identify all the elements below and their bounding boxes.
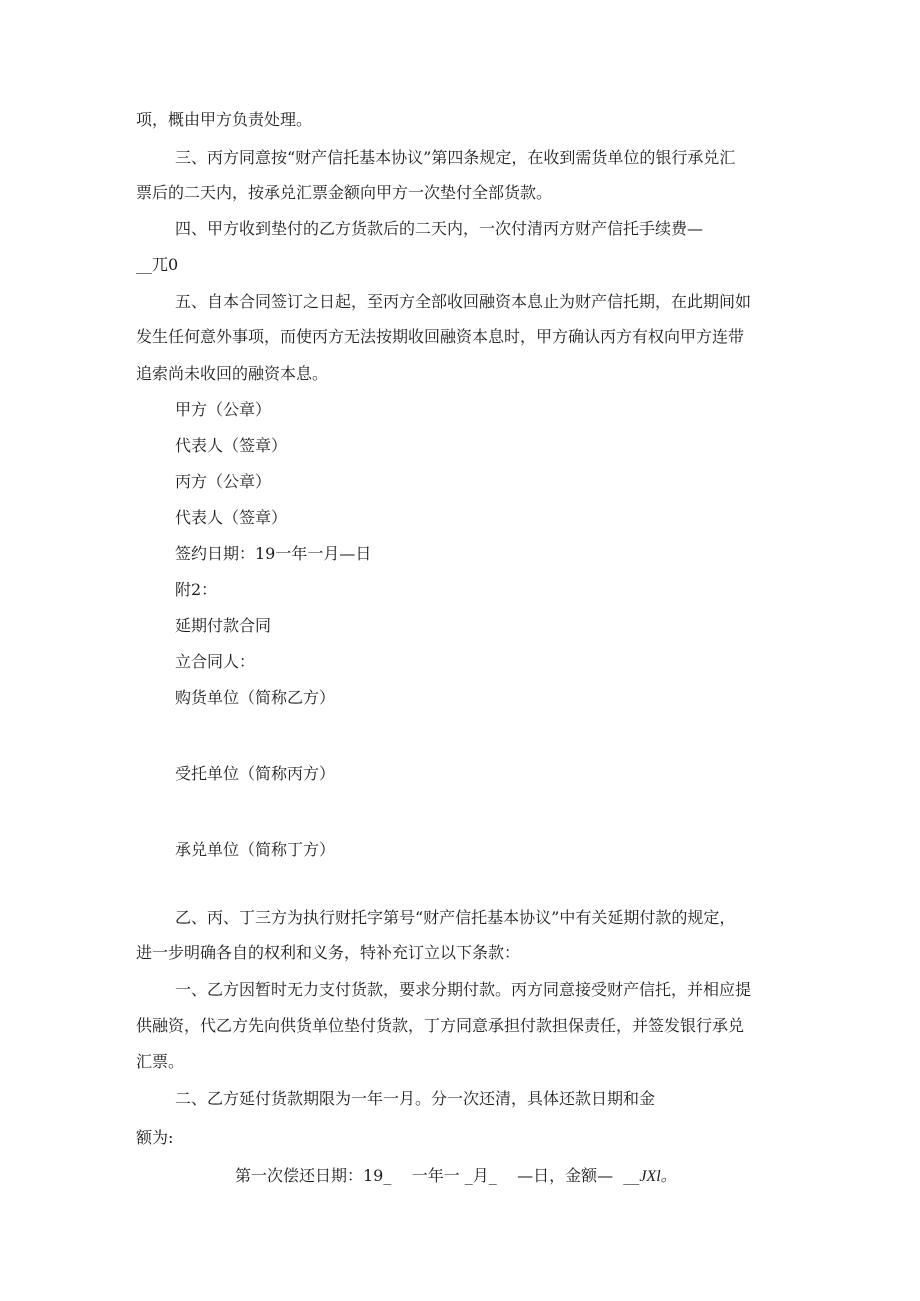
clause-one: 一、乙方因暂时无力支付货款，要求分期付款。丙方同意接受财产信托，并相应提 xyxy=(175,980,752,999)
party-c-representative: 代表人（签章） xyxy=(175,508,288,527)
paragraph-line: 供融资，代乙方先向供货单位垫付货款，丁方同意承担付款担保责任，并签发银行承兑 xyxy=(136,1016,745,1035)
appendix-heading: 附2： xyxy=(175,580,218,599)
paragraph-line: 追索尚未收回的融资本息。 xyxy=(136,364,329,383)
paragraph-line: 票后的二天内，按承兑汇票金额向甲方一次垫付全部货款。 xyxy=(136,183,553,202)
payment-schedule-line xyxy=(235,1166,677,1187)
paragraph-line: 汇票。 xyxy=(136,1052,185,1071)
paragraph-line: 发生任何意外事项，而使丙方无法按期收回融资本息时，甲方确认丙方有权向甲方连带 xyxy=(136,327,745,346)
clause-two: 二、乙方延付货款期限为一年一月。分一次还清，具体还款日期和金 xyxy=(175,1089,656,1108)
preamble: 乙、丙、丁三方为执行财托字第号“财产信托基本协议”中有关延期付款的规定， xyxy=(175,908,736,927)
paragraph-line: 进一步明确各自的权利和义务，特补充订立以下条款： xyxy=(136,943,521,962)
payment-schedule-text: 第一次偿还日期：19_ 一年一 _月_ —日，金额— __ xyxy=(235,1166,640,1185)
buyer-unit-line: 购货单位（简称乙方） xyxy=(175,688,336,707)
trustee-unit-line: 受托单位（简称丙方） xyxy=(175,764,336,783)
paragraph-line: __兀0 xyxy=(136,255,179,274)
party-c-seal: 丙方（公章） xyxy=(175,472,272,491)
signing-date: 签约日期：19一年一月—日 xyxy=(175,544,372,563)
party-a-seal: 甲方（公章） xyxy=(175,400,272,419)
clause-five: 五、自本合同签订之日起，至丙方全部收回融资本息止为财产信托期，在此期间如 xyxy=(175,292,752,311)
clause-three: 三、丙方同意按“财产信托基本协议”第四条规定，在收到需货单位的银行承兑汇 xyxy=(175,148,736,167)
payment-amount-mark: JXl。 xyxy=(639,1168,677,1185)
paragraph-line: 额为: xyxy=(136,1128,174,1147)
party-a-representative: 代表人（签章） xyxy=(175,436,288,455)
contracting-parties-label: 立合同人： xyxy=(175,652,256,671)
clause-four: 四、甲方收到垫付的乙方货款后的二天内，一次付清丙方财产信托手续费— xyxy=(175,219,704,238)
paragraph-line: 项，概由甲方负责处理。 xyxy=(136,110,313,129)
acceptor-unit-line: 承兑单位（简称丁方） xyxy=(175,840,336,859)
contract-title: 延期付款合同 xyxy=(175,616,272,635)
